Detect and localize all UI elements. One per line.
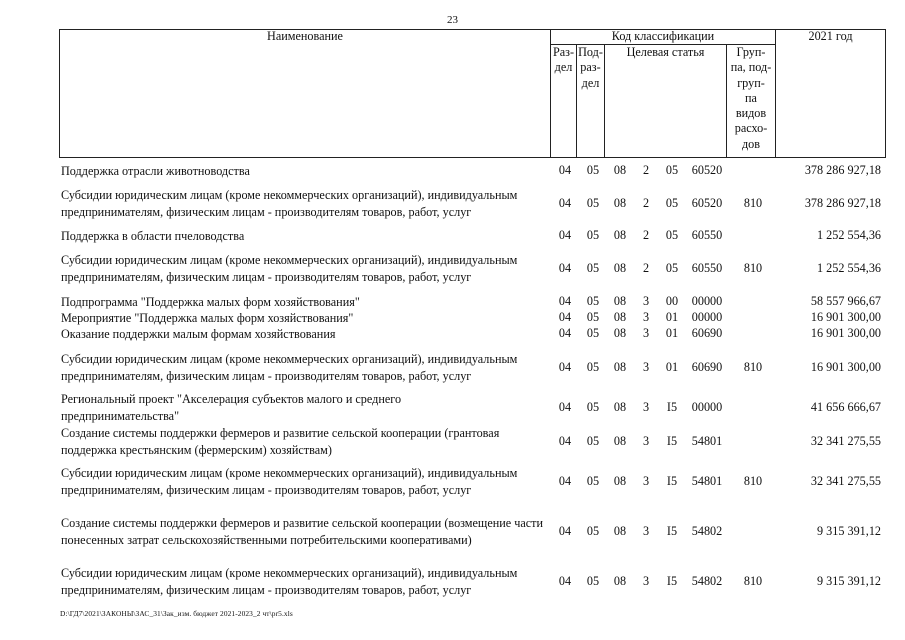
row-cs-direction: 60520 — [691, 163, 723, 177]
page-number: 23 — [447, 14, 458, 26]
table-row — [0, 228, 905, 245]
row-cs-subprogram: 3 — [642, 310, 650, 324]
row-vid: 810 — [743, 360, 763, 374]
row-cs-program: 08 — [613, 163, 627, 177]
row-sum: 1 252 554,36 — [817, 228, 881, 242]
row-razdel: 04 — [558, 310, 572, 324]
row-cs-event: 01 — [665, 360, 679, 374]
header-name: Наименование — [267, 29, 343, 43]
row-razdel: 04 — [558, 294, 572, 308]
row-cs-program: 08 — [613, 228, 627, 242]
row-sum: 16 901 300,00 — [810, 326, 881, 340]
row-sum: 32 341 275,55 — [810, 474, 881, 488]
header-name-cell — [59, 29, 551, 158]
row-name: Субсидии юридическим лицам (кроме некоммерческих организаций), индивидуальным предпринимателям, физическим лицам - производителям товаров, работ, услуг — [61, 188, 518, 219]
row-name: Субсидии юридическим лицам (кроме некоммерческих организаций), индивидуальным предпринимателям, физическим лицам - производителям товаров, работ, услуг — [61, 352, 518, 383]
row-razdel: 04 — [558, 360, 572, 374]
row-cs-event: 00 — [665, 294, 679, 308]
row-sum: 16 901 300,00 — [810, 310, 881, 324]
row-name: Поддержка в области пчеловодства — [61, 229, 245, 243]
row-cs-event: I5 — [666, 434, 678, 448]
table-row — [0, 515, 905, 548]
table-row — [0, 391, 905, 424]
row-name: Субсидии юридическим лицам (кроме некоммерческих организаций), индивидуальным предпринимателям, физическим лицам - производителям товаров, работ, услуг — [61, 466, 518, 497]
row-cs-direction: 60690 — [691, 326, 723, 340]
row-cs-subprogram: 2 — [642, 196, 650, 210]
row-name: Подпрограмма "Поддержка малых форм хозяйствования" — [61, 295, 360, 309]
row-name: Субсидии юридическим лицам (кроме некоммерческих организаций), индивидуальным предпринимателям, физическим лицам - производителям товаров, работ, услуг — [61, 566, 518, 597]
row-cs-event: I5 — [666, 400, 678, 414]
table-row — [0, 294, 905, 311]
row-podrazdel: 05 — [586, 310, 600, 324]
row-podrazdel: 05 — [586, 294, 600, 308]
row-sum: 378 286 927,18 — [804, 163, 881, 177]
row-podrazdel: 05 — [586, 474, 600, 488]
row-sum: 378 286 927,18 — [804, 196, 881, 210]
row-name: Мероприятие "Поддержка малых форм хозяйствования" — [61, 311, 354, 325]
header-year: 2021 год — [808, 29, 853, 43]
row-razdel: 04 — [558, 524, 572, 538]
row-cs-subprogram: 3 — [642, 434, 650, 448]
header-target: Целевая статья — [626, 45, 705, 59]
row-cs-program: 08 — [613, 294, 627, 308]
row-podrazdel: 05 — [586, 574, 600, 588]
row-name: Региональный проект "Акселерация субъектов малого и среднего предпринимательства" — [61, 392, 402, 423]
table-row — [0, 465, 905, 498]
row-vid: 810 — [743, 261, 763, 275]
row-cs-direction: 54802 — [691, 524, 723, 538]
row-cs-subprogram: 2 — [642, 261, 650, 275]
row-podrazdel: 05 — [586, 163, 600, 177]
row-vid: 810 — [743, 574, 763, 588]
row-cs-direction: 60550 — [691, 261, 723, 275]
row-podrazdel: 05 — [586, 228, 600, 242]
row-cs-program: 08 — [613, 574, 627, 588]
row-cs-event: 05 — [665, 163, 679, 177]
row-cs-event: 01 — [665, 310, 679, 324]
row-podrazdel: 05 — [586, 360, 600, 374]
row-name: Оказание поддержки малым формам хозяйствования — [61, 327, 336, 341]
row-cs-event: I5 — [666, 524, 678, 538]
table-row — [0, 326, 905, 343]
table-row — [0, 351, 905, 384]
row-cs-subprogram: 3 — [642, 360, 650, 374]
row-podrazdel: 05 — [586, 524, 600, 538]
row-name: Создание системы поддержки фермеров и развитие сельской кооперации (возмещение части понесенных затрат сельскохозяйственными потребительскими кооперативами) — [61, 516, 544, 547]
row-razdel: 04 — [558, 434, 572, 448]
row-razdel: 04 — [558, 163, 572, 177]
file-path-footer: D:\ГД7\2021\ЗАКОНЫ\ЗАС_31\Зак_изм. бюджет 2021-2023_2 чт\pr5.xls — [60, 609, 293, 618]
row-cs-direction: 54801 — [691, 434, 723, 448]
row-cs-direction: 00000 — [691, 400, 723, 414]
row-sum: 9 315 391,12 — [817, 574, 881, 588]
row-name: Субсидии юридическим лицам (кроме некоммерческих организаций), индивидуальным предпринимателям, физическим лицам - производителям товаров, работ, услуг — [61, 253, 518, 284]
table-row — [0, 252, 905, 285]
row-razdel: 04 — [558, 196, 572, 210]
table-row — [0, 163, 905, 180]
row-cs-program: 08 — [613, 360, 627, 374]
row-razdel: 04 — [558, 574, 572, 588]
row-cs-subprogram: 3 — [642, 524, 650, 538]
row-razdel: 04 — [558, 228, 572, 242]
row-cs-direction: 60520 — [691, 196, 723, 210]
row-razdel: 04 — [558, 326, 572, 340]
row-cs-subprogram: 2 — [642, 228, 650, 242]
row-cs-direction: 60550 — [691, 228, 723, 242]
row-sum: 16 901 300,00 — [810, 360, 881, 374]
header-razdel: Раз- дел — [552, 45, 575, 75]
table-row — [0, 565, 905, 598]
row-sum: 58 557 966,67 — [810, 294, 881, 308]
row-cs-direction: 54802 — [691, 574, 723, 588]
row-podrazdel: 05 — [586, 196, 600, 210]
row-vid: 810 — [743, 474, 763, 488]
row-cs-program: 08 — [613, 524, 627, 538]
row-sum: 9 315 391,12 — [817, 524, 881, 538]
table-row — [0, 310, 905, 327]
row-podrazdel: 05 — [586, 400, 600, 414]
row-sum: 41 656 666,67 — [810, 400, 881, 414]
row-cs-program: 08 — [613, 326, 627, 340]
row-cs-subprogram: 2 — [642, 163, 650, 177]
row-sum: 32 341 275,55 — [810, 434, 881, 448]
row-cs-direction: 00000 — [691, 294, 723, 308]
row-razdel: 04 — [558, 474, 572, 488]
row-cs-program: 08 — [613, 310, 627, 324]
row-cs-program: 08 — [613, 261, 627, 275]
table-header — [59, 29, 886, 158]
header-year-cell — [775, 29, 886, 158]
row-cs-program: 08 — [613, 474, 627, 488]
row-cs-subprogram: 3 — [642, 400, 650, 414]
row-podrazdel: 05 — [586, 434, 600, 448]
row-cs-event: 01 — [665, 326, 679, 340]
row-podrazdel: 05 — [586, 326, 600, 340]
header-target-cell — [604, 44, 727, 158]
row-cs-event: I5 — [666, 574, 678, 588]
row-cs-event: 05 — [665, 196, 679, 210]
row-cs-subprogram: 3 — [642, 326, 650, 340]
header-code-group: Код классификации — [611, 29, 715, 43]
table-row — [0, 187, 905, 220]
row-cs-subprogram: 3 — [642, 474, 650, 488]
row-cs-program: 08 — [613, 196, 627, 210]
row-cs-subprogram: 3 — [642, 294, 650, 308]
row-razdel: 04 — [558, 261, 572, 275]
row-podrazdel: 05 — [586, 261, 600, 275]
header-vid: Груп- па, под- груп- па видов расхо- дов — [730, 45, 772, 151]
table-row — [0, 425, 905, 458]
row-cs-direction: 00000 — [691, 310, 723, 324]
row-cs-subprogram: 3 — [642, 574, 650, 588]
row-cs-program: 08 — [613, 400, 627, 414]
row-vid: 810 — [743, 196, 763, 210]
row-cs-event: 05 — [665, 261, 679, 275]
row-cs-direction: 54801 — [691, 474, 723, 488]
row-razdel: 04 — [558, 400, 572, 414]
row-cs-program: 08 — [613, 434, 627, 448]
row-cs-event: 05 — [665, 228, 679, 242]
row-sum: 1 252 554,36 — [817, 261, 881, 275]
row-name: Создание системы поддержки фермеров и развитие сельской кооперации (грантовая поддержка крестьянским (фермерским) хозяйствам) — [61, 426, 500, 457]
header-podrazdel: Под- раз- дел — [578, 45, 603, 90]
row-cs-direction: 60690 — [691, 360, 723, 374]
row-name: Поддержка отрасли животноводства — [61, 164, 250, 178]
row-cs-event: I5 — [666, 474, 678, 488]
